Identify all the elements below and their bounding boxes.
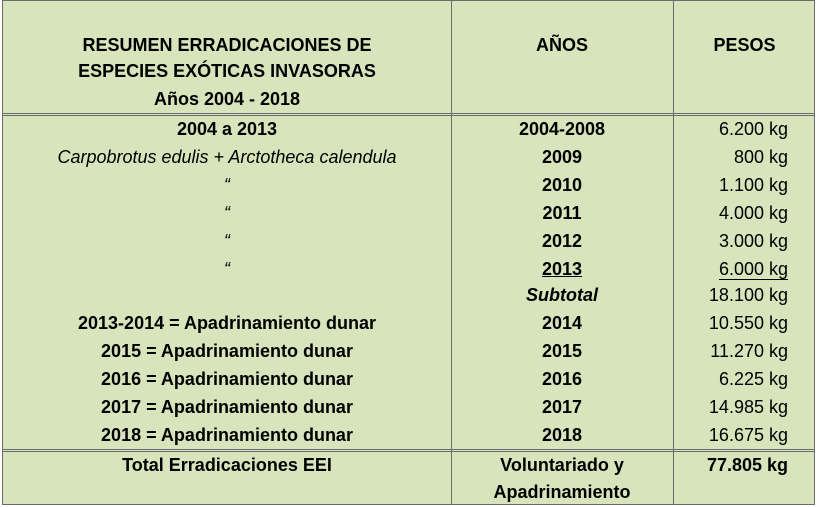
row-year: 2013 [541, 259, 583, 279]
row-year: 2009 [541, 147, 583, 167]
row-year: 2010 [541, 175, 583, 195]
row-weight: 14.985 kg [708, 397, 788, 417]
row-year: 2018 [541, 425, 583, 445]
table-title-line-3: Años 2004 - 2018 [153, 89, 301, 109]
summary-table [2, 0, 815, 505]
row-year: 2017 [541, 397, 583, 417]
row-weight: 11.270 kg [710, 341, 788, 361]
total-weight: 77.805 kg [706, 455, 788, 475]
row-weight: 1.100 kg [718, 175, 788, 195]
row-year: 2014 [541, 313, 583, 333]
total-label: Total Erradicaciones EEI [122, 455, 332, 475]
row-weight: 800 kg [733, 147, 788, 167]
ditto-mark: “ [224, 203, 230, 223]
row-weight: 4.000 kg [718, 203, 788, 223]
row-year: 2012 [541, 231, 583, 251]
row-year: 2016 [541, 369, 583, 389]
total-type-line-1: Voluntariado y [500, 455, 624, 475]
row-weight: 6.000 kg [718, 259, 788, 279]
header-years: AÑOS [535, 35, 588, 55]
row-description: 2016 = Apadrinamiento dunar [101, 369, 353, 389]
row-weight: 6.200 kg [718, 119, 788, 139]
row-weight: 3.000 kg [718, 231, 788, 251]
row-description: 2015 = Apadrinamiento dunar [101, 341, 353, 361]
header-pesos: PESOS [713, 35, 776, 55]
total-type-line-2: Apadrinamiento [493, 482, 631, 502]
row-weight: 6.225 kg [718, 369, 788, 389]
row-weight: 10.550 kg [708, 313, 788, 333]
row-description: 2013-2014 = Apadrinamiento dunar [78, 313, 376, 333]
table-title-line-1: RESUMEN ERRADICACIONES DE [82, 35, 372, 55]
row-year: 2011 [542, 203, 582, 223]
row-weight: 16.675 kg [708, 425, 788, 445]
table-title-line-2: ESPECIES EXÓTICAS INVASORAS [78, 61, 376, 81]
row-year: 2015 [541, 341, 583, 361]
row-description: 2018 = Apadrinamiento dunar [101, 425, 353, 445]
subtotal-weight: 18.100 kg [708, 285, 788, 305]
subtotal-label: Subtotal [526, 285, 598, 305]
ditto-mark: “ [224, 259, 230, 279]
ditto-mark: “ [224, 175, 230, 195]
row-year: 2004-2008 [518, 119, 606, 139]
row-description: Carpobrotus edulis + Arctotheca calendula [57, 147, 397, 167]
ditto-mark: “ [224, 231, 230, 251]
row-description: 2004 a 2013 [176, 119, 278, 139]
row-description: 2017 = Apadrinamiento dunar [101, 397, 353, 417]
